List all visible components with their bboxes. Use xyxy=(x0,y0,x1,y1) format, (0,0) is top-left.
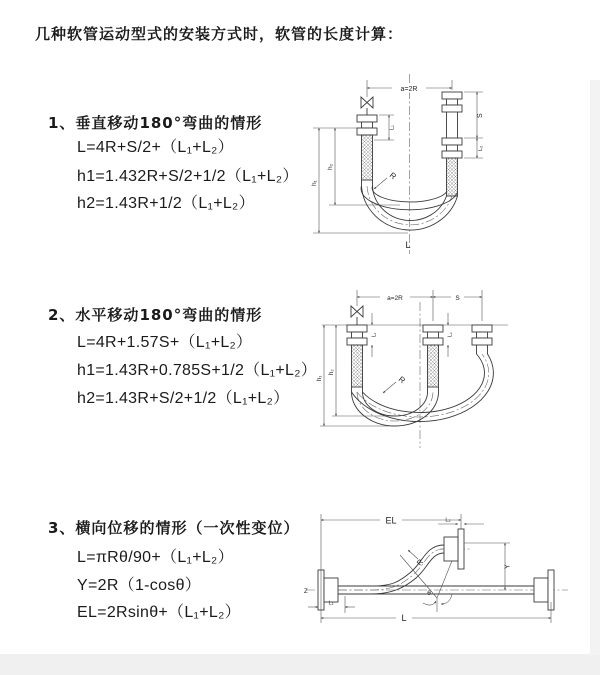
dimension-h2 xyxy=(327,128,335,205)
section-3-formula-el: EL=2Rsinθ+（L₁+L₂） xyxy=(77,604,241,621)
section-2-formula-h1: h1=1.43R+0.785S+1/2（L₁+L₂） xyxy=(77,362,318,379)
section-2-formula-h2: h2=1.43R+S/2+1/2（L₁+L₂） xyxy=(77,390,290,407)
dimension-h1 xyxy=(311,128,319,233)
dim-label-h1: h₁ xyxy=(317,375,323,381)
dim-label-r: R xyxy=(414,557,426,568)
dim-label-l1: L₁ xyxy=(328,600,334,607)
section-3-formula-y: Y=2R（1-cosθ） xyxy=(77,577,202,594)
section-1-formula-length: L=4R+S/2+（L₁+L₂） xyxy=(77,139,234,156)
dim-label-h2: h₂ xyxy=(329,369,335,375)
section-1-heading: 1、垂直移动180°弯曲的情形 xyxy=(48,114,263,132)
section-2-heading: 2、水平移动180°弯曲的情形 xyxy=(48,306,263,324)
dim-label-theta: θ xyxy=(427,590,431,597)
diagram-vertical-180-bend xyxy=(305,68,550,260)
diagram-lateral-displacement xyxy=(300,498,600,658)
middle-flange-fitting xyxy=(423,325,443,387)
section-2-formula-length: L=4R+1.57S+（L₁+L₂） xyxy=(77,334,253,351)
dimension-h1 xyxy=(317,325,324,426)
dim-label-l: L xyxy=(405,240,411,250)
section-3-heading: 3、横向位移的情形（一次性变位） xyxy=(48,519,300,537)
dim-label-h2: h₂ xyxy=(327,163,334,170)
dim-label-r: R xyxy=(387,170,398,182)
dim-label-a2r: a=2R xyxy=(387,295,403,302)
dim-label-l2: L₂ xyxy=(478,145,484,151)
right-flange-fitting-upper xyxy=(442,92,462,138)
dimension-l xyxy=(321,602,551,623)
braided-hose-section xyxy=(352,345,363,387)
section-1-formula-h2: h2=1.43R+1/2（L₁+L₂） xyxy=(77,195,255,212)
dim-label-l: L xyxy=(401,613,407,623)
braided-hose-section xyxy=(362,135,373,180)
dim-label-s: S xyxy=(455,295,460,302)
braided-hose-section xyxy=(428,345,439,387)
upper-right-flange xyxy=(444,529,464,569)
dim-label-l1: L₁ xyxy=(371,332,378,337)
left-flange-fitting xyxy=(357,115,377,180)
dimension-l1 xyxy=(372,313,378,357)
valve-icon xyxy=(351,306,363,325)
dimension-l2 xyxy=(448,313,454,357)
dim-label-l2: L₂ xyxy=(447,332,454,337)
dim-label-a2r: a=2R xyxy=(400,86,418,93)
dimension-el xyxy=(321,514,461,623)
radius-leader xyxy=(383,375,407,393)
right-flange-fitting-lower xyxy=(442,138,462,196)
dim-label-h1: h₁ xyxy=(311,180,318,186)
left-flange-fitting xyxy=(347,325,367,387)
valve-icon xyxy=(361,97,373,115)
dim-label-l1: L₁ xyxy=(389,125,396,130)
page-title: 几种软管运动型式的安装方式时，软管的长度计算： xyxy=(35,25,404,43)
hose-arcs xyxy=(352,345,494,426)
dimension-y xyxy=(464,543,512,590)
section-3-formula-length: L=πRθ/90+（L₁+L₂） xyxy=(77,549,234,566)
axis-marker: Z xyxy=(304,589,308,595)
dimension-h2 xyxy=(329,325,336,416)
dim-label-l2: L₂ xyxy=(445,517,451,524)
radius-leader xyxy=(408,550,426,567)
diagram-horizontal-180-bend xyxy=(312,276,592,458)
dim-label-el: EL xyxy=(385,515,397,526)
dimension-l2 xyxy=(477,138,484,158)
right-flange-fitting xyxy=(472,325,492,345)
dim-label-s: S xyxy=(477,113,484,118)
dimension-s xyxy=(433,293,482,303)
section-1-formula-h1: h1=1.432R+S/2+1/2（L₁+L₂） xyxy=(77,168,299,185)
braided-hose-section xyxy=(447,158,458,196)
radius-leader xyxy=(374,171,398,189)
dim-label-r: R xyxy=(396,374,407,386)
hose-s-curve xyxy=(338,545,444,594)
dim-label-y: Y xyxy=(504,564,512,569)
